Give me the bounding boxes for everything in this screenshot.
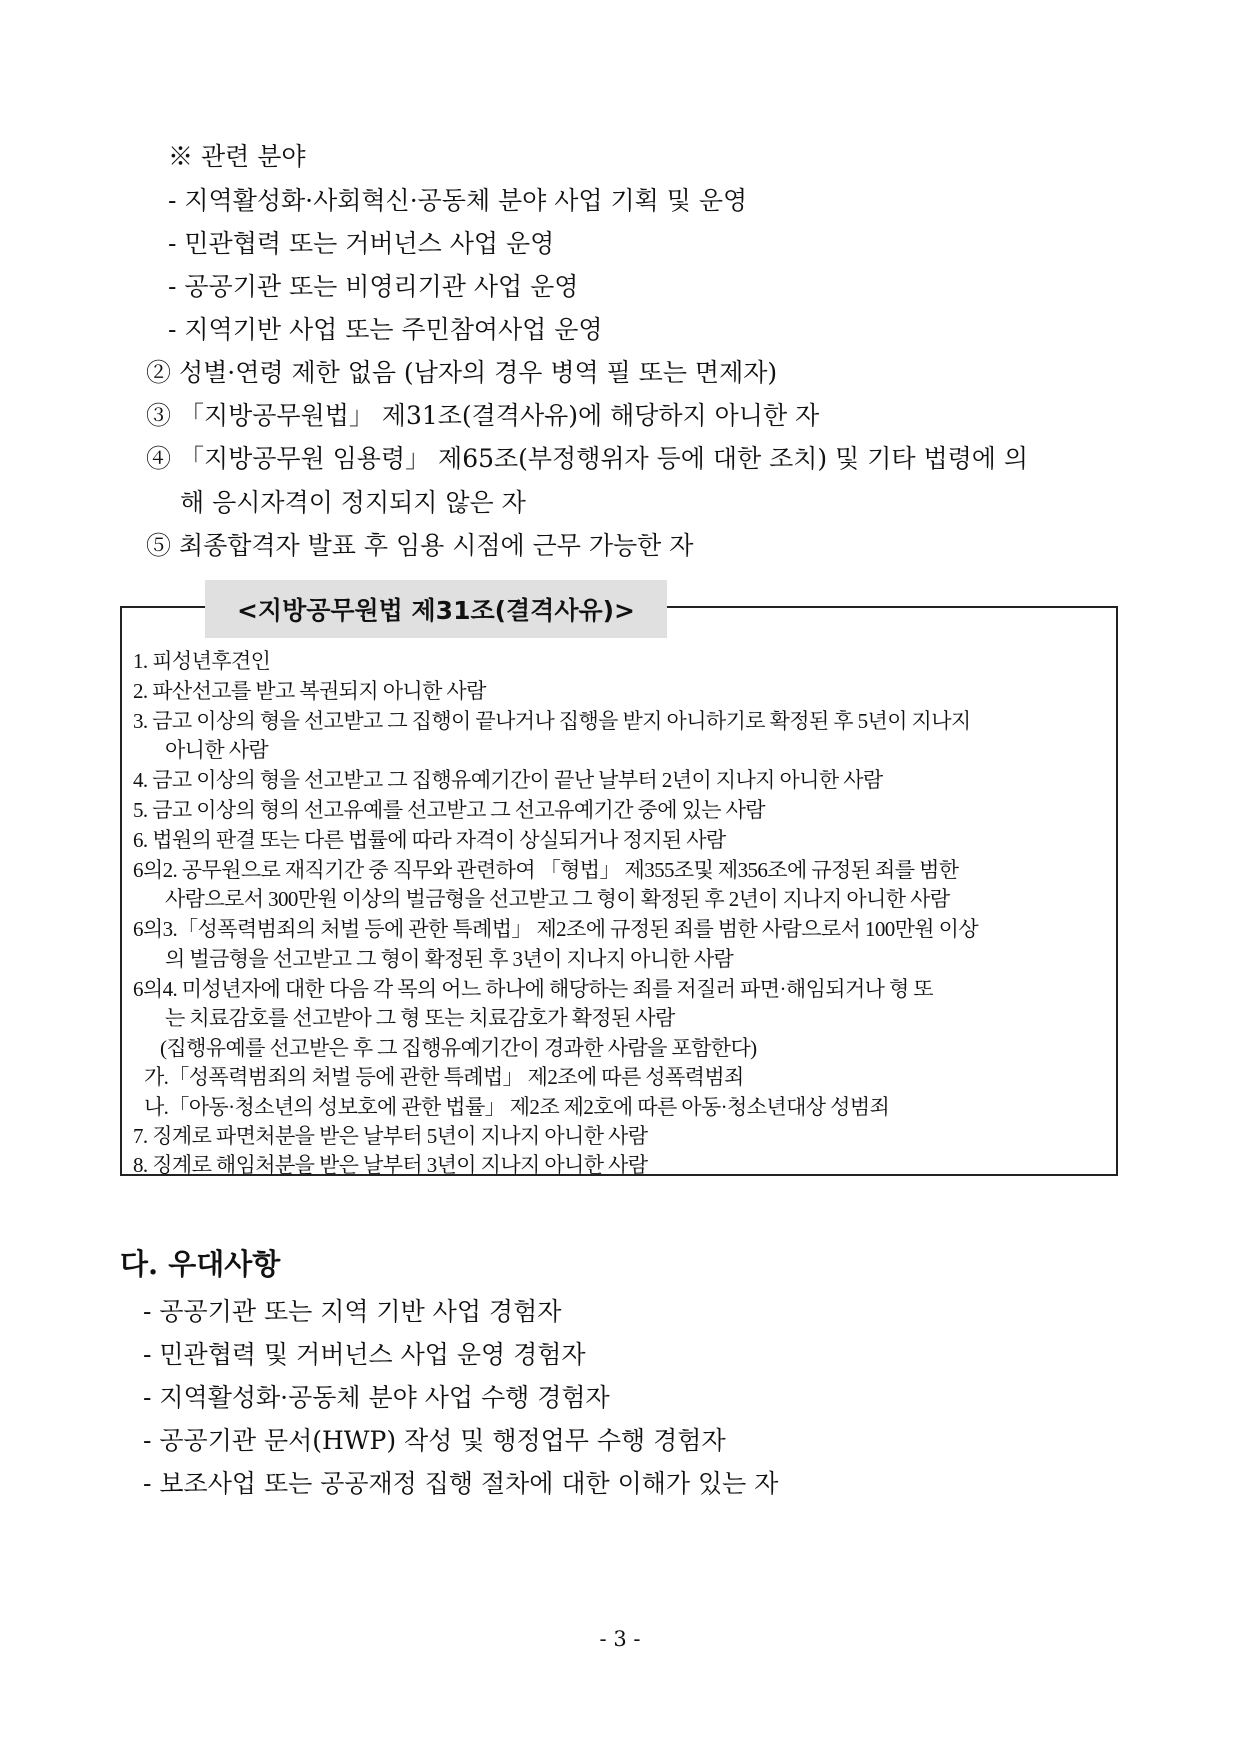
box-line: 1. 피성년후견인	[133, 649, 271, 673]
related-field-item: - 공공기관 또는 비영리기관 사업 운영	[168, 272, 579, 301]
preference-item: - 공공기관 또는 지역 기반 사업 경험자	[143, 1297, 562, 1326]
box-line: (집행유예를 선고받은 후 그 집행유예기간이 경과한 사람을 포함한다)	[160, 1036, 757, 1060]
related-field-item: - 민관협력 또는 거버넌스 사업 운영	[168, 229, 555, 258]
related-field-item: - 지역활성화·사회혁신·공동체 분야 사업 기획 및 운영	[168, 186, 748, 215]
box-line: 7. 징계로 파면처분을 받은 날부터 5년이 지나지 아니한 사람	[133, 1124, 648, 1148]
box-line: 6. 법원의 판결 또는 다른 법률에 따라 자격이 상실되거나 정지된 사람	[133, 828, 726, 852]
page-number: - 3 -	[599, 1627, 641, 1651]
condition-item-continued: 해 응시자격이 정지되지 않은 자	[180, 488, 526, 517]
related-field-item: - 지역기반 사업 또는 주민참여사업 운영	[168, 315, 603, 344]
box-line: 6의4. 미성년자에 대한 다음 각 목의 어느 하나에 해당하는 죄를 저질러 파면·해임되거나 형 또	[133, 977, 933, 1001]
preference-item: - 공공기관 문서(HWP) 작성 및 행정업무 수행 경험자	[143, 1426, 726, 1455]
box-line: 가.「성폭력범죄의 처벌 등에 관한 특례법」 제2조에 따른 성폭력범죄	[144, 1065, 744, 1089]
box-line: 4. 금고 이상의 형을 선고받고 그 집행유예기간이 끝난 날부터 2년이 지나지 아니한 사람	[133, 768, 883, 792]
box-line: 6의2. 공무원으로 재직기간 중 직무와 관련하여 「형법」 제355조및 제356조에 규정된 죄를 범한	[133, 858, 959, 882]
box-line: 2. 파산선고를 받고 복권되지 아니한 사람	[133, 679, 486, 703]
box-line: 나.「아동·청소년의 성보호에 관한 법률」 제2조 제2호에 따른 아동·청소년대상 성범죄	[144, 1095, 890, 1119]
related-fields-title: ※ 관련 분야	[168, 142, 306, 171]
preferences-heading: 다. 우대사항	[120, 1247, 281, 1281]
condition-item: ② 성별·연령 제한 없음 (남자의 경우 병역 필 또는 면제자)	[146, 358, 778, 387]
box-line: 의 벌금형을 선고받고 그 형이 확정된 후 3년이 지나지 아니한 사람	[165, 947, 734, 971]
box-line: 5. 금고 이상의 형의 선고유예를 선고받고 그 선고유예기간 중에 있는 사람	[133, 798, 765, 822]
disqualification-box-title: <지방공무원법 제31조(결격사유)>	[205, 580, 667, 638]
box-line: 아니한 사람	[165, 738, 269, 762]
condition-item: ④ 「지방공무원 임용령」 제65조(부정행위자 등에 대한 조치) 및 기타 법령에 의	[146, 444, 1028, 473]
preference-item: - 지역활성화·공동체 분야 사업 수행 경험자	[143, 1383, 610, 1412]
box-line: 사람으로서 300만원 이상의 벌금형을 선고받고 그 형이 확정된 후 2년이 지나지 아니한 사람	[165, 887, 950, 911]
condition-item: ⑤ 최종합격자 발표 후 임용 시점에 근무 가능한 자	[146, 531, 694, 560]
box-line: 6의3.「성폭력범죄의 처벌 등에 관한 특례법」 제2조에 규정된 죄를 범한 사람으로서 100만원 이상	[133, 917, 979, 941]
box-line: 8. 징계로 해임처분을 받은 날부터 3년이 지나지 아니한 사람	[133, 1153, 648, 1177]
preference-item: - 보조사업 또는 공공재정 집행 절차에 대한 이해가 있는 자	[143, 1469, 779, 1498]
box-line: 는 치료감호를 선고받아 그 형 또는 치료감호가 확정된 사람	[165, 1006, 675, 1030]
preference-item: - 민관협력 및 거버넌스 사업 운영 경험자	[143, 1340, 586, 1369]
box-line: 3. 금고 이상의 형을 선고받고 그 집행이 끝나거나 집행을 받지 아니하기로 확정된 후 5년이 지나지	[133, 709, 971, 733]
condition-item: ③ 「지방공무원법」 제31조(결격사유)에 해당하지 아니한 자	[146, 401, 820, 430]
